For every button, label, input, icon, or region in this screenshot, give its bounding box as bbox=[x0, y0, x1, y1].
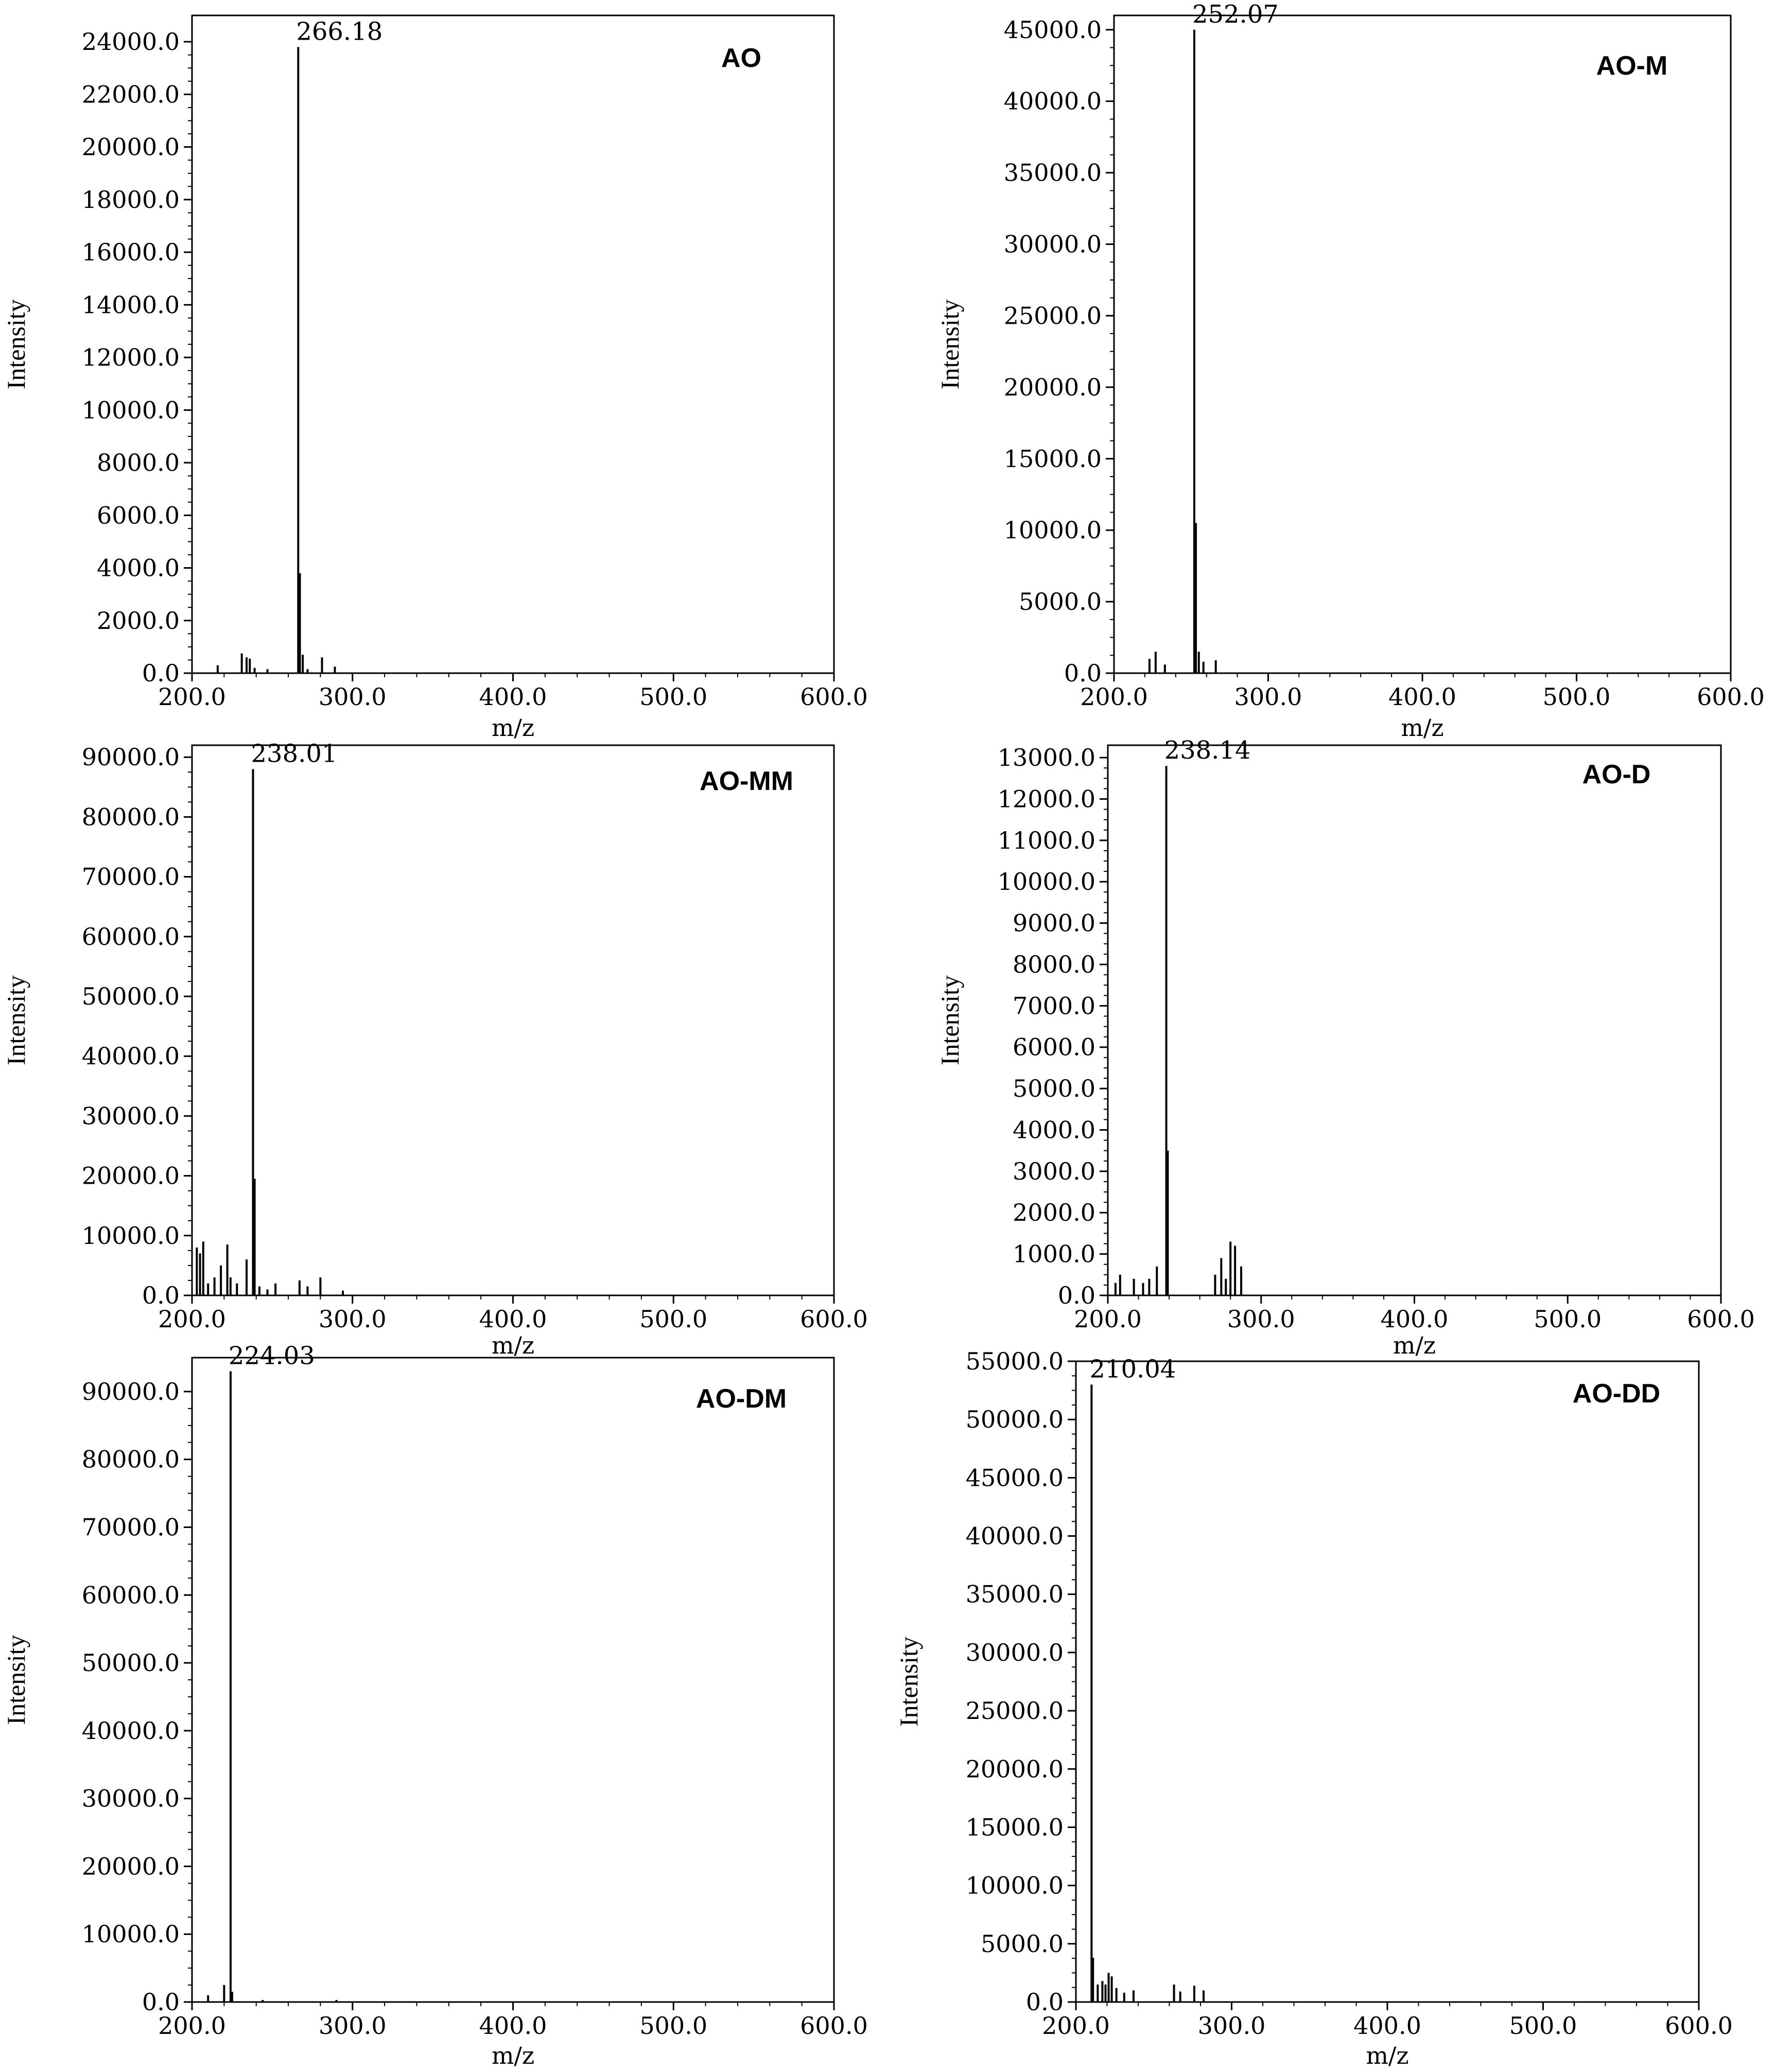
chart-2-x-tick-label: 500.0 bbox=[1542, 683, 1611, 711]
chart-3-peak-label: 238.01 bbox=[251, 739, 338, 768]
chart-3-x-tick-label: 300.0 bbox=[318, 1305, 387, 1333]
chart-1-x-tick-label: 400.0 bbox=[479, 683, 547, 711]
chart-1-peak-label: 266.18 bbox=[296, 17, 383, 46]
chart-4-y-tick-label: 1000.0 bbox=[1013, 1240, 1095, 1268]
chart-4-y-tick-label: 9000.0 bbox=[1013, 909, 1095, 937]
chart-6-x-tick-label: 600.0 bbox=[1665, 2012, 1733, 2040]
chart-2-y-tick-label: 10000.0 bbox=[1003, 516, 1102, 545]
chart-5-y-tick-label: 90000.0 bbox=[81, 1377, 180, 1406]
chart-6-y-tick-label: 0.0 bbox=[1025, 1988, 1064, 2016]
chart-3-y-tick-label: 10000.0 bbox=[81, 1221, 180, 1250]
chart-6-title: AO-DD bbox=[1572, 1379, 1661, 1409]
chart-5-x-tick-label: 600.0 bbox=[800, 2012, 868, 2040]
chart-1-title: AO bbox=[721, 43, 761, 73]
chart-6-y-tick-label: 15000.0 bbox=[965, 1813, 1064, 1841]
chart-5-x-tick-label: 500.0 bbox=[639, 2012, 708, 2040]
chart-2-y-tick-label: 25000.0 bbox=[1003, 302, 1102, 330]
chart-6-x-tick-label: 400.0 bbox=[1353, 2012, 1421, 2040]
chart-2-y-tick-label: 15000.0 bbox=[1003, 445, 1102, 473]
chart-1-y-tick-label: 0.0 bbox=[142, 659, 180, 687]
chart-3-plot-frame bbox=[192, 745, 834, 1295]
chart-2-y-tick-label: 35000.0 bbox=[1003, 159, 1102, 187]
chart-6-y-tick-label: 20000.0 bbox=[965, 1755, 1064, 1783]
chart-3-x-tick-label: 200.0 bbox=[158, 1305, 226, 1333]
chart-1-x-tick-label: 500.0 bbox=[639, 683, 708, 711]
chart-6-x-tick-label: 200.0 bbox=[1042, 2012, 1110, 2040]
chart-5-y-tick-label: 40000.0 bbox=[81, 1716, 180, 1745]
chart-4-y-tick-label: 8000.0 bbox=[1013, 950, 1095, 978]
chart-3-y-tick-label: 0.0 bbox=[142, 1281, 180, 1309]
chart-2-title: AO-M bbox=[1596, 51, 1668, 81]
chart-4-x-tick-label: 600.0 bbox=[1687, 1305, 1755, 1333]
chart-4-y-tick-label: 10000.0 bbox=[997, 868, 1095, 896]
chart-4-y-tick-label: 0.0 bbox=[1057, 1281, 1095, 1309]
chart-2-x-tick-label: 400.0 bbox=[1388, 683, 1456, 711]
chart-1-y-tick-label: 18000.0 bbox=[81, 185, 180, 214]
chart-2-y-tick-label: 5000.0 bbox=[1019, 588, 1102, 616]
chart-4-x-axis-title: m/z bbox=[1393, 1331, 1436, 1359]
chart-1-x-tick-label: 300.0 bbox=[318, 683, 387, 711]
chart-4-x-tick-label: 400.0 bbox=[1380, 1305, 1449, 1333]
chart-3-y-tick-label: 80000.0 bbox=[81, 803, 180, 831]
chart-1-y-tick-label: 4000.0 bbox=[97, 554, 180, 582]
chart-5-x-tick-label: 400.0 bbox=[479, 2012, 547, 2040]
chart-4-y-tick-label: 13000.0 bbox=[997, 744, 1095, 772]
chart-1-y-tick-label: 16000.0 bbox=[81, 238, 180, 267]
chart-2-y-tick-label: 45000.0 bbox=[1003, 15, 1102, 44]
chart-3-x-tick-label: 600.0 bbox=[800, 1305, 868, 1333]
chart-3-x-axis-title: m/z bbox=[491, 1331, 535, 1359]
chart-2-y-tick-label: 30000.0 bbox=[1003, 230, 1102, 258]
chart-5-y-axis-title: Intensity bbox=[2, 1635, 30, 1725]
chart-3-x-tick-label: 400.0 bbox=[479, 1305, 547, 1333]
chart-3-y-tick-label: 20000.0 bbox=[81, 1162, 180, 1190]
chart-1-y-tick-label: 8000.0 bbox=[97, 449, 180, 477]
chart-4-y-tick-label: 12000.0 bbox=[997, 785, 1095, 813]
chart-2-y-tick-label: 40000.0 bbox=[1003, 87, 1102, 115]
chart-6-y-tick-label: 55000.0 bbox=[965, 1347, 1064, 1375]
chart-1-plot-frame bbox=[192, 15, 834, 673]
chart-4-y-tick-label: 2000.0 bbox=[1013, 1199, 1095, 1227]
chart-5-x-axis-title: m/z bbox=[491, 2042, 535, 2069]
chart-5-title: AO-DM bbox=[695, 1384, 787, 1414]
chart-5-y-tick-label: 0.0 bbox=[142, 1988, 180, 2016]
chart-6-y-tick-label: 50000.0 bbox=[965, 1406, 1064, 1434]
chart-2-y-tick-label: 20000.0 bbox=[1003, 373, 1102, 401]
chart-5-plot-frame bbox=[192, 1358, 834, 2002]
chart-3-x-tick-label: 500.0 bbox=[639, 1305, 708, 1333]
chart-3-y-axis-title: Intensity bbox=[2, 975, 30, 1065]
chart-5-peak-label: 224.03 bbox=[228, 1341, 315, 1371]
chart-1-y-axis-title: Intensity bbox=[2, 299, 30, 390]
chart-2-y-tick-label: 0.0 bbox=[1064, 659, 1102, 687]
chart-4-y-tick-label: 4000.0 bbox=[1013, 1116, 1095, 1144]
chart-4-y-tick-label: 11000.0 bbox=[997, 826, 1095, 854]
chart-6-y-tick-label: 5000.0 bbox=[981, 1929, 1064, 1958]
chart-1-x-tick-label: 200.0 bbox=[158, 683, 226, 711]
chart-2-x-tick-label: 600.0 bbox=[1697, 683, 1765, 711]
chart-1-y-tick-label: 14000.0 bbox=[81, 291, 180, 319]
chart-4-x-tick-label: 200.0 bbox=[1074, 1305, 1142, 1333]
chart-6-x-tick-label: 500.0 bbox=[1509, 2012, 1577, 2040]
chart-1-y-tick-label: 24000.0 bbox=[81, 28, 180, 56]
chart-4-peak-label: 238.14 bbox=[1164, 736, 1251, 765]
chart-2-plot-frame bbox=[1114, 15, 1731, 673]
chart-3-y-tick-label: 40000.0 bbox=[81, 1042, 180, 1070]
chart-2-peak-label: 252.07 bbox=[1192, 0, 1279, 29]
chart-6-y-axis-title: Intensity bbox=[894, 1637, 923, 1727]
chart-1-y-tick-label: 2000.0 bbox=[97, 606, 180, 635]
chart-1-x-tick-label: 600.0 bbox=[800, 683, 868, 711]
chart-6-x-tick-label: 300.0 bbox=[1197, 2012, 1266, 2040]
chart-1-y-tick-label: 20000.0 bbox=[81, 133, 180, 161]
chart-5-y-tick-label: 10000.0 bbox=[81, 1920, 180, 1948]
chart-3-y-tick-label: 70000.0 bbox=[81, 863, 180, 891]
chart-2-y-axis-title: Intensity bbox=[935, 299, 964, 390]
chart-5-y-tick-label: 30000.0 bbox=[81, 1784, 180, 1813]
chart-5-y-tick-label: 20000.0 bbox=[81, 1852, 180, 1881]
chart-6-plot-frame bbox=[1076, 1361, 1699, 2002]
chart-4-x-tick-label: 500.0 bbox=[1534, 1305, 1602, 1333]
chart-5-y-tick-label: 50000.0 bbox=[81, 1649, 180, 1677]
chart-5-x-tick-label: 300.0 bbox=[318, 2012, 387, 2040]
chart-2-x-tick-label: 300.0 bbox=[1234, 683, 1302, 711]
chart-5-y-tick-label: 60000.0 bbox=[81, 1581, 180, 1609]
chart-6-y-tick-label: 25000.0 bbox=[965, 1697, 1064, 1725]
chart-6-y-tick-label: 35000.0 bbox=[965, 1580, 1064, 1608]
chart-4-y-tick-label: 7000.0 bbox=[1013, 992, 1095, 1020]
chart-5-y-tick-label: 80000.0 bbox=[81, 1445, 180, 1473]
chart-3-y-tick-label: 50000.0 bbox=[81, 982, 180, 1011]
chart-4-y-tick-label: 6000.0 bbox=[1013, 1033, 1095, 1061]
chart-6-y-tick-label: 10000.0 bbox=[965, 1871, 1064, 1900]
chart-3-y-tick-label: 60000.0 bbox=[81, 922, 180, 951]
chart-5-y-tick-label: 70000.0 bbox=[81, 1513, 180, 1541]
chart-6-y-tick-label: 30000.0 bbox=[965, 1638, 1064, 1666]
chart-5-x-tick-label: 200.0 bbox=[158, 2012, 226, 2040]
chart-4-y-tick-label: 3000.0 bbox=[1013, 1157, 1095, 1185]
chart-1-y-tick-label: 10000.0 bbox=[81, 396, 180, 424]
chart-4-y-axis-title: Intensity bbox=[935, 975, 964, 1065]
chart-2-x-tick-label: 200.0 bbox=[1080, 683, 1148, 711]
chart-4-title: AO-D bbox=[1582, 760, 1651, 789]
chart-3-y-tick-label: 30000.0 bbox=[81, 1102, 180, 1130]
chart-4-y-tick-label: 5000.0 bbox=[1013, 1075, 1095, 1103]
chart-4-plot-frame bbox=[1108, 745, 1721, 1295]
chart-6-peak-label: 210.04 bbox=[1089, 1355, 1176, 1384]
chart-4-x-tick-label: 300.0 bbox=[1227, 1305, 1295, 1333]
chart-1-y-tick-label: 22000.0 bbox=[81, 80, 180, 109]
chart-3-title: AO-MM bbox=[700, 766, 793, 796]
chart-2-x-axis-title: m/z bbox=[1401, 714, 1444, 742]
chart-1-x-axis-title: m/z bbox=[491, 714, 535, 742]
chart-6-y-tick-label: 40000.0 bbox=[965, 1522, 1064, 1550]
chart-6-y-tick-label: 45000.0 bbox=[965, 1464, 1064, 1492]
chart-6-x-axis-title: m/z bbox=[1366, 2042, 1409, 2069]
chart-3-y-tick-label: 90000.0 bbox=[81, 743, 180, 771]
chart-1-y-tick-label: 12000.0 bbox=[81, 343, 180, 372]
chart-1-y-tick-label: 6000.0 bbox=[97, 501, 180, 530]
